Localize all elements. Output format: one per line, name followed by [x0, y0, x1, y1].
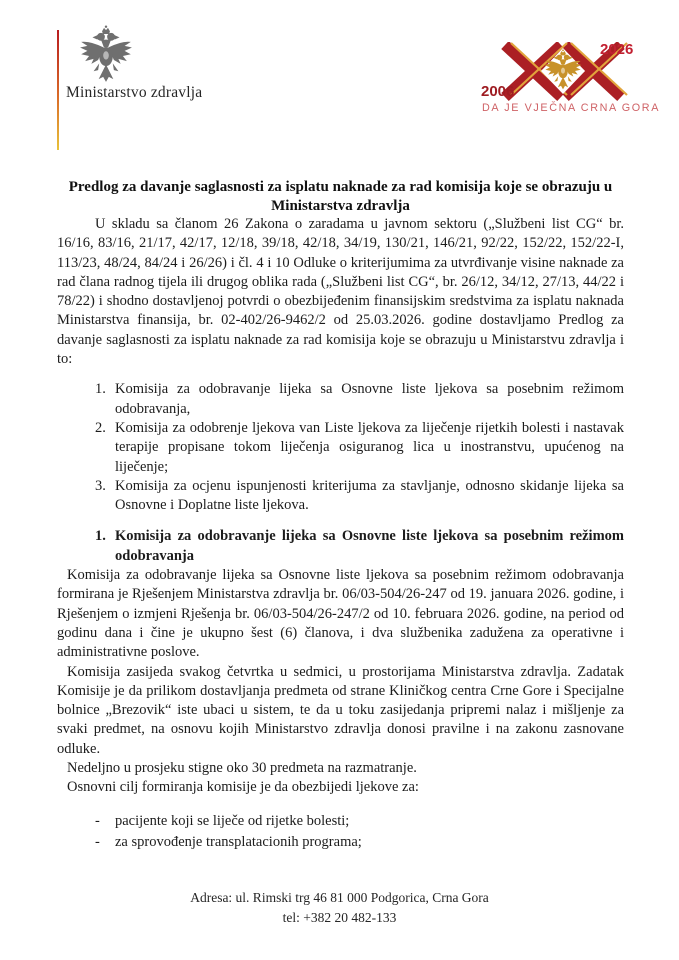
- document-content: [57, 0, 624, 854]
- footer-phone: tel: +382 20 482-133: [282, 910, 397, 925]
- paragraph-commission-formation: Komisija za odobravanje lijeka sa Osnovne liste ljekova sa posebnim režimom odobravanja formirana je Rješenjem Ministarstva zdravlja br. 06/03-504/26-247 od 19. januara 2026. godine, i Rješenjem o izmjeni Rješenja br. 06/03-504/26-247/2 od 10. februara 2026. godine, na period od godinu dana i čine je ukupno šest (6) članova, i dva službenika zadužena za operativne i administrativne poslove.: [57, 567, 624, 661]
- list-item-number: 3.: [95, 477, 106, 494]
- list-item-text: Komisija za ocjenu ispunjenosti kriterijuma za stavljanje, odnosno skidanje lijeka sa Osnovne i Doplatne liste ljekova.: [115, 477, 624, 514]
- list-item-dash: -: [95, 812, 100, 829]
- document-title-line1: Predlog za davanje saglasnosti za isplatu naknade za rad komisija koje se obrazuju u: [68, 179, 613, 195]
- list-item-number: 1.: [95, 381, 106, 398]
- anniversary-tagline: DA JE VJEČNA CRNA GORA: [482, 102, 660, 114]
- document-title-line2: Ministarstva zdravlja: [271, 197, 410, 214]
- list-item-text: Komisija za odobravanje lijeka sa Osnovne liste ljekova sa posebnim režimom odobravanja,: [115, 381, 624, 417]
- paragraph-commission-sessions: Komisija zasijeda svakog četvrtka u sedmici, u prostorijama Ministarstva zdravlja. Zadatak Komisije je da prilikom dostavljanja predmeta od strane Kliničkog centra Crne Gore i Specijalne bolnice „Brezovik“ iste ubaci u sistem, te da u toku zasijedanja pripremi nalaz i mišljenje za svaki predmet, na osnovu kojih Ministarstvo zdravlja donosi pravilne i na zakonu zasnovane odluke.: [57, 663, 624, 757]
- paragraph-legal-basis: U skladu sa članom 26 Zakona o zaradama u javnom sektoru („Službeni list CG“ br. 16/16, 83/16, 21/17, 42/17, 12/18, 39/18, 42/18, 34/19, 130/21, 146/21, 92/22, 152/22, 152/22-I, 113/23, 48/24, 84/24 i 26/26) i čl. 4 i 10 Odluke o kriterijumima za utvrđivanje visine naknade za rad člana radnog tijela ili drugog oblika rada („Službeni list CG“, br. 26/12, 34/12, 27/13, 44/22 i 78/22) i shodno dostavljenoj potvrdi o obezbijeđenim finansijskim sredstvima za isplatu naknada Ministarstva finansija, br. 02-402/26-9462/2 od 25.03.2026. godine dostavljamo Predlog za davanje saglasnosti za isplatu naknade za rad komisija koje se obrazuju u Ministarstvu zdravlja i to:: [57, 216, 624, 368]
- paragraph-main-goal: Osnovni cilj formiranja komisije je da obezbijedi ljekove za:: [67, 779, 419, 796]
- section-heading: [57, 527, 624, 566]
- document-footer: [0, 888, 679, 928]
- list-item: [57, 477, 624, 516]
- document-title: [57, 178, 624, 215]
- list-item-number: 2.: [95, 419, 106, 436]
- paragraph-weekly-cases: Nedeljno u prosjeku stigne oko 30 predmeta na razmatranje.: [67, 760, 417, 777]
- list-item: [57, 832, 624, 854]
- list-item-dash: -: [95, 834, 100, 851]
- footer-address: Adresa: ul. Rimski trg 46 81 000 Podgorica, Crna Gora: [190, 890, 489, 905]
- list-item: [57, 811, 624, 833]
- anniversary-year-start: 2006: [481, 83, 515, 100]
- list-item: [57, 380, 624, 419]
- section-heading-text: Komisija za odobravanje lijeka sa Osnovne liste ljekova sa posebnim režimom odobravanja: [115, 528, 624, 564]
- list-item-text: Komisija za odobrenje ljekova van Liste ljekova za liječenje rijetkih bolesti i nastavak terapije propisane tokom liječenja osiguranog lica u inostranstvu, upućenog na liječenje;: [115, 419, 624, 475]
- list-item-text: pacijente koji se liječe od rijetke bolesti;: [115, 812, 350, 829]
- ministry-name: Ministarstvo zdravlja: [66, 84, 203, 101]
- list-item-text: za sprovođenje transplatacionih programa;: [115, 834, 362, 851]
- goal-dash-list: [57, 811, 624, 854]
- list-item: [57, 419, 624, 477]
- section-heading-number: 1.: [95, 528, 106, 545]
- commission-numbered-list: [57, 380, 624, 515]
- anniversary-year-end: 2026: [600, 41, 634, 58]
